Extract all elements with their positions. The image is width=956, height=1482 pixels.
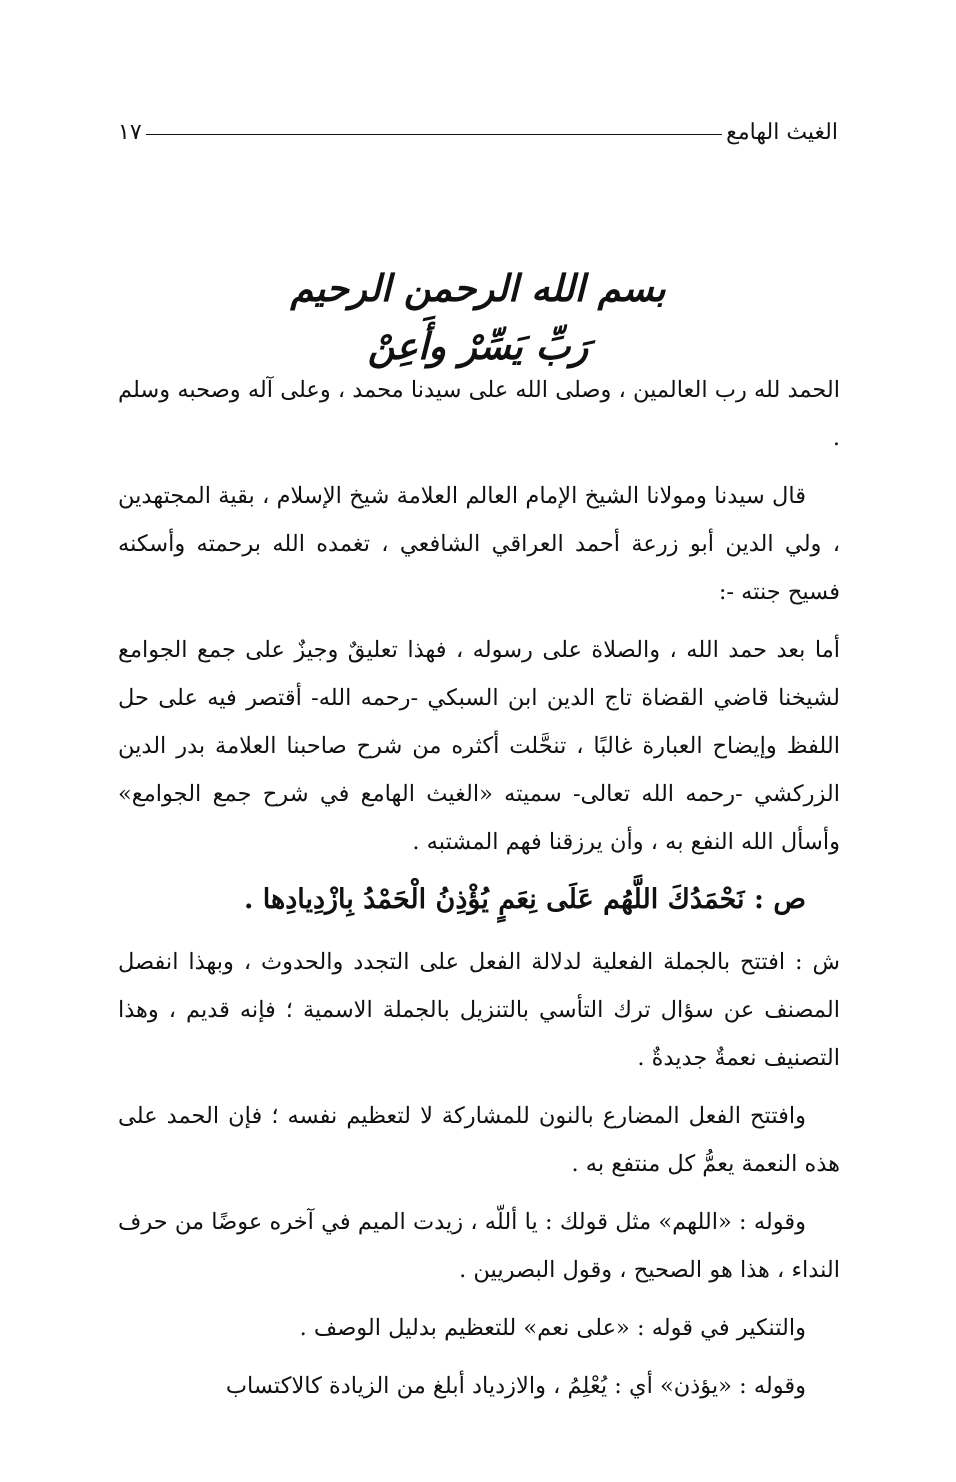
- paragraph-preface: أما بعد حمد الله ، والصلاة على رسوله ، فهذا تعليقٌ وجيزٌ على جمع الجوامع لشيخنا قاضي القضاة تاج الدين ابن السبكي -رحمه الله- أقتصر فيه على حل اللفظ وإيضاح العبارة غالبًا ، تنحَّلت أكثره من شرح صاحبنا العلامة بدر الدين الزركشي -رحمه الله تعالى- سميته «الغيث الهامع في شرح جمع الجوامع» وأسأل الله النفع به ، وأن يرزقنا فهم المشتبه .: [118, 637, 840, 855]
- paragraph-commentary-4: والتنكير في قوله : «على نعم» للتعظيم بدليل الوصف .: [299, 1315, 806, 1341]
- paragraph-author-intro: قال سيدنا ومولانا الشيخ الإمام العالم العلامة شيخ الإسلام ، بقية المجتهدين ، ولي الدين أبو زرعة أحمد العراقي الشافعي ، تغمده الله برحمته وأسكنه فسيح جنته -:: [118, 483, 840, 605]
- invocation-heading: رَبِّ يَسِّرْ وأَعِنْ: [367, 324, 589, 368]
- paragraph-commentary-3: وقوله : «اللهم» مثل قولك : يا أللّه ، زيدت الميم في آخره عوضًا من حرف النداء ، هذا هو الصحيح ، وقول البصريين .: [118, 1209, 840, 1283]
- basmala-heading: بسم الله الرحمن الرحيم: [290, 266, 666, 310]
- running-header: [118, 112, 838, 152]
- paragraph-commentary-1: ش : افتتح بالجملة الفعلية لدلالة الفعل على التجدد والحدوث ، وبهذا انفصل المصنف عن سؤال ترك التأسي بالتنزيل بالجملة الاسمية ؛ فإنه قديم ، وهذا التصنيف نعمةٌ جديدةٌ .: [118, 949, 840, 1071]
- body-text: [118, 366, 840, 1420]
- paragraph-opening-praise: الحمد لله رب العالمين ، وصلى الله على سيدنا محمد ، وعلى آله وصحبه وسلم .: [118, 377, 840, 451]
- paragraph-commentary-5: وقوله : «يؤذن» أي : يُعْلِمُ ، والازدياد أبلغ من الزيادة كالاكتساب: [225, 1373, 806, 1399]
- paragraph-commentary-2: وافتتح الفعل المضارع بالنون للمشاركة لا لتعظيم نفسه ؛ فإن الحمد على هذه النعمة يعمُّ كل منتفع به .: [118, 1103, 840, 1177]
- page-number: ١٧: [118, 119, 142, 145]
- running-title: الغيث الهامع: [726, 119, 838, 145]
- matn-text: ص : نَحْمَدُكَ اللَّهُم عَلَى نِعَمٍ يُؤْذِنُ الْحَمْدُ بِازْدِيادِها .: [243, 884, 806, 915]
- header-rule: [146, 134, 723, 135]
